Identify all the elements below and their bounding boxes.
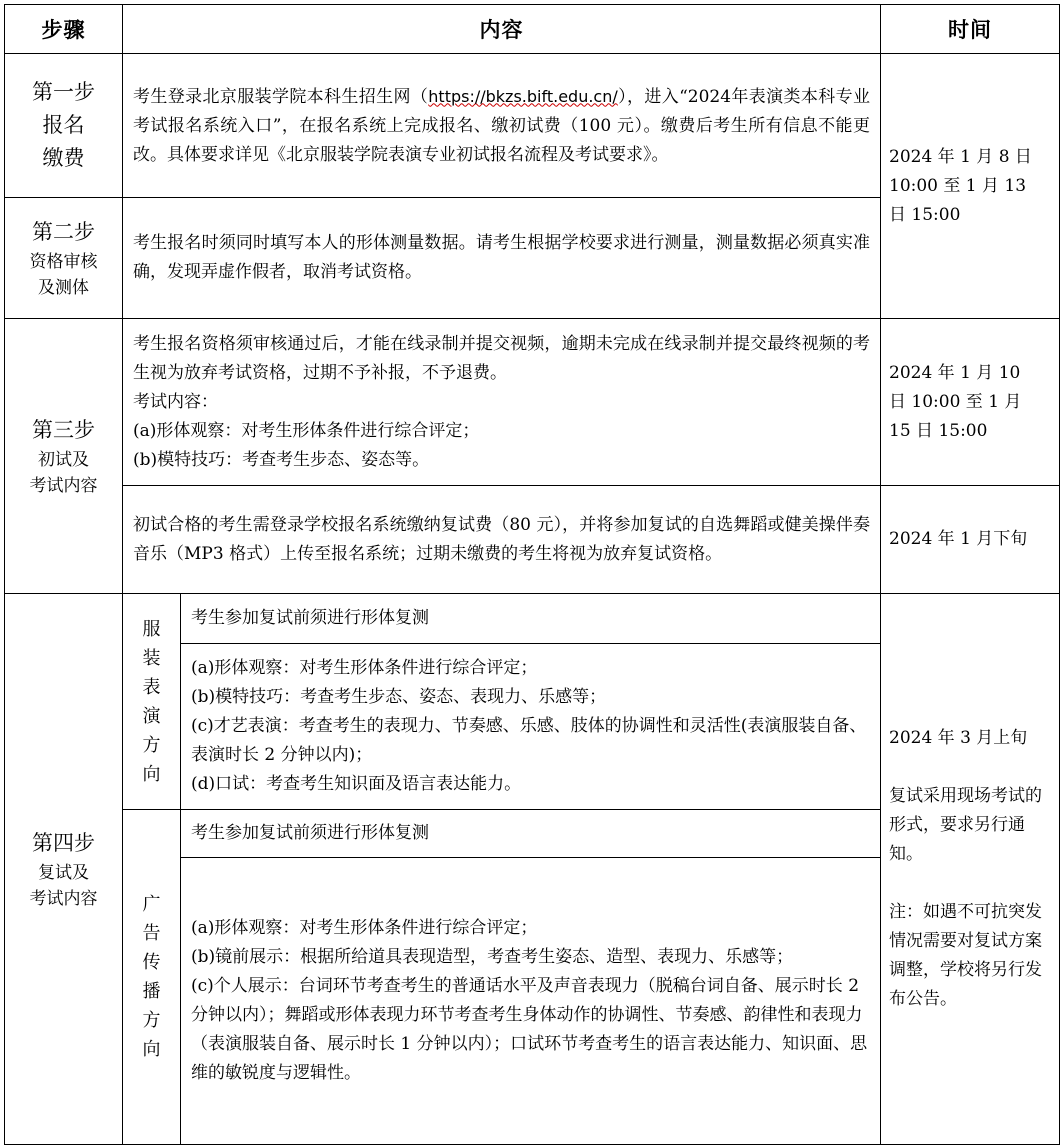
step12-time — [881, 54, 1060, 319]
step3-retest-time: 2024 年 1 月下旬 — [881, 486, 1060, 594]
direction-char: 向 — [142, 763, 161, 785]
step1-sub-2: 缴费 — [42, 146, 85, 170]
step1-text-a: 考生登录北京服装学院本科生招生网（ — [133, 86, 429, 107]
advertising-line: (c)个人展示：台词环节考查考生的普通话水平及声音表现力（脱稿台词自备、展示时长 2 分钟以内）；舞蹈或形体表现力环节考查考生身体动作的协调性、节奏感、韵律性和表现力（表演服装自备、展示时长 1 分钟以内）；口试环节考查考生的语言表达能力、知识面、思维的敏锐度与逻辑性。 — [191, 976, 868, 1083]
step2-title: 第二步 — [32, 219, 95, 244]
direction-char: 方 — [142, 1010, 161, 1031]
step3-line: (b)模特技巧：考查考生步态、姿态等。 — [133, 449, 430, 470]
step4-time-date: 2024 年 3 月上旬 — [889, 728, 1028, 748]
step3-line: 考生报名资格须审核通过后，才能在线录制并提交视频，逾期未完成在线录制并提交最终视频的考生视为放弃考试资格，过期不予补报，不予退费。 — [133, 333, 870, 383]
step12-time-line1: 2024 年 1 月 8 日 — [889, 146, 1032, 167]
step3-sub-2: 考试内容 — [29, 475, 98, 496]
direction-char: 传 — [142, 952, 161, 973]
header-time: 时间 — [881, 5, 1060, 54]
step3-retest-content — [123, 486, 881, 594]
step3-time-line2: 日 10:00 至 1 月 — [889, 391, 1022, 412]
fashion-line: (a)形体观察：对考生形体条件进行综合评定； — [191, 658, 538, 678]
direction-fashion-intro: 考生参加复试前须进行形体复测 — [181, 594, 881, 644]
step3-retest-text: 初试合格的考生需登录学校报名系统缴纳复试费（80 元），并将参加复试的自选舞蹈或健美操伴奏音乐（MP3 格式）上传至报名系统；过期未缴费的考生将视为放弃复试资格。 — [133, 514, 870, 564]
admission-schedule-table — [4, 4, 1060, 1145]
admission-url-link[interactable]: https://bkzs.bift.edu.cn/ — [428, 86, 618, 106]
step12-time-line2: 10:00 至 1 月 13 — [889, 175, 1027, 196]
step1-title: 第一步 — [32, 80, 95, 104]
direction-fashion-content — [181, 644, 881, 810]
direction-advertising-content — [181, 858, 881, 1145]
advertising-line: (a)形体观察：对考生形体条件进行综合评定； — [191, 918, 538, 938]
step3-time-line3: 15 日 15:00 — [889, 420, 988, 441]
header-step: 步骤 — [5, 5, 123, 54]
advertising-line: (b)镜前展示：根据所给道具表现造型，考查考生姿态、造型、表现力、乐感等； — [191, 947, 794, 967]
step4-sub-2: 考试内容 — [29, 888, 98, 909]
step2-sub-1: 资格审核 — [29, 251, 98, 272]
direction-char: 播 — [142, 981, 161, 1002]
step3-sub-1: 初试及 — [38, 449, 89, 470]
step4-time-note1: 复试采用现场考试的形式，要求另行通知。 — [889, 786, 1042, 864]
step4-time-note2: 注：如遇不可抗突发情况需要对复试方案调整，学校将另行发布公告。 — [889, 902, 1042, 1009]
step4-time — [881, 594, 1060, 1145]
header-content: 内容 — [123, 5, 881, 54]
direction-char: 向 — [142, 1039, 161, 1060]
step4-label — [5, 594, 123, 1145]
direction-char: 装 — [142, 647, 161, 669]
step3-content — [123, 319, 881, 486]
fashion-line: (d)口试：考查考生知识面及语言表达能力。 — [191, 774, 522, 794]
direction-char: 告 — [142, 923, 161, 944]
fashion-line: (c)才艺表演：考查考生的表现力、节奏感、乐感、肢体的协调性和灵活性(表演服装自备、表演时长 2 分钟以内)； — [191, 716, 867, 765]
step1-label — [5, 54, 123, 198]
step3-title: 第三步 — [32, 417, 95, 442]
step12-time-line3: 日 15:00 — [889, 204, 961, 225]
direction-advertising-intro: 考生参加复试前须进行形体复测 — [181, 810, 881, 858]
direction-char: 服 — [142, 618, 161, 640]
step3-time-line1: 2024 年 1 月 10 — [889, 362, 1021, 383]
step3-line: (a)形体观察：对考生形体条件进行综合评定； — [133, 420, 480, 441]
step3-label — [5, 319, 123, 594]
step1-sub-1: 报名 — [42, 113, 85, 137]
step1-text-b: ），进入“2024年表演类本科专业考试报名系统入口”，在报名系统上完成报名、缴初试费（100 元）。缴费后考生所有信息不能更改。具体要求详见《北京服装学院表演专业初试报名流程及考试要求》。 — [133, 86, 870, 165]
step2-label — [5, 198, 123, 319]
step1-content — [123, 54, 881, 198]
direction-char: 广 — [142, 894, 161, 915]
step2-sub-2: 及测体 — [38, 277, 89, 298]
direction-char: 演 — [142, 705, 161, 727]
direction-char: 方 — [142, 734, 161, 756]
direction-fashion-label — [123, 594, 181, 810]
direction-char: 表 — [142, 676, 161, 698]
step2-text: 考生报名时须同时填写本人的形体测量数据。请考生根据学校要求进行测量，测量数据必须真实准确，发现弄虚作假者，取消考试资格。 — [133, 233, 870, 282]
fashion-line: (b)模特技巧：考查考生步态、姿态、表现力、乐感等； — [191, 687, 607, 707]
direction-advertising-label — [123, 810, 181, 1145]
step3-line: 考试内容： — [133, 391, 218, 412]
step4-sub-1: 复试及 — [38, 862, 89, 883]
step2-content — [123, 198, 881, 319]
step4-title: 第四步 — [32, 830, 95, 855]
step3-time — [881, 319, 1060, 486]
